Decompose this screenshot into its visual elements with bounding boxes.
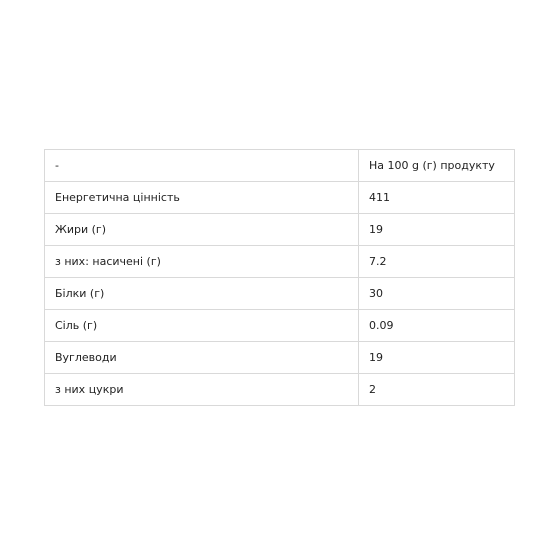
table-row	[45, 374, 515, 406]
nutrient-name: Сіль (г)	[45, 310, 359, 342]
nutrient-name: Вуглеводи	[45, 342, 359, 374]
header-cell-nutrient: -	[45, 150, 359, 182]
nutrition-table	[44, 149, 515, 406]
nutrient-value: 0.09	[359, 310, 515, 342]
nutrient-value: 19	[359, 342, 515, 374]
nutrient-name: з них: насичені (г)	[45, 246, 359, 278]
nutrient-value: 7.2	[359, 246, 515, 278]
table-row	[45, 182, 515, 214]
table-row	[45, 278, 515, 310]
nutrient-name: Білки (г)	[45, 278, 359, 310]
nutrient-value: 2	[359, 374, 515, 406]
nutrient-value: 411	[359, 182, 515, 214]
table-header-row	[45, 150, 515, 182]
table-row	[45, 342, 515, 374]
nutrient-name: з них цукри	[45, 374, 359, 406]
nutrient-name: Жири (г)	[45, 214, 359, 246]
nutrient-value: 19	[359, 214, 515, 246]
nutrient-name: Енергетична цінність	[45, 182, 359, 214]
table-row	[45, 246, 515, 278]
nutrient-value: 30	[359, 278, 515, 310]
header-cell-per-100g: На 100 g (г) продукту	[359, 150, 515, 182]
table-row	[45, 214, 515, 246]
table-row	[45, 310, 515, 342]
